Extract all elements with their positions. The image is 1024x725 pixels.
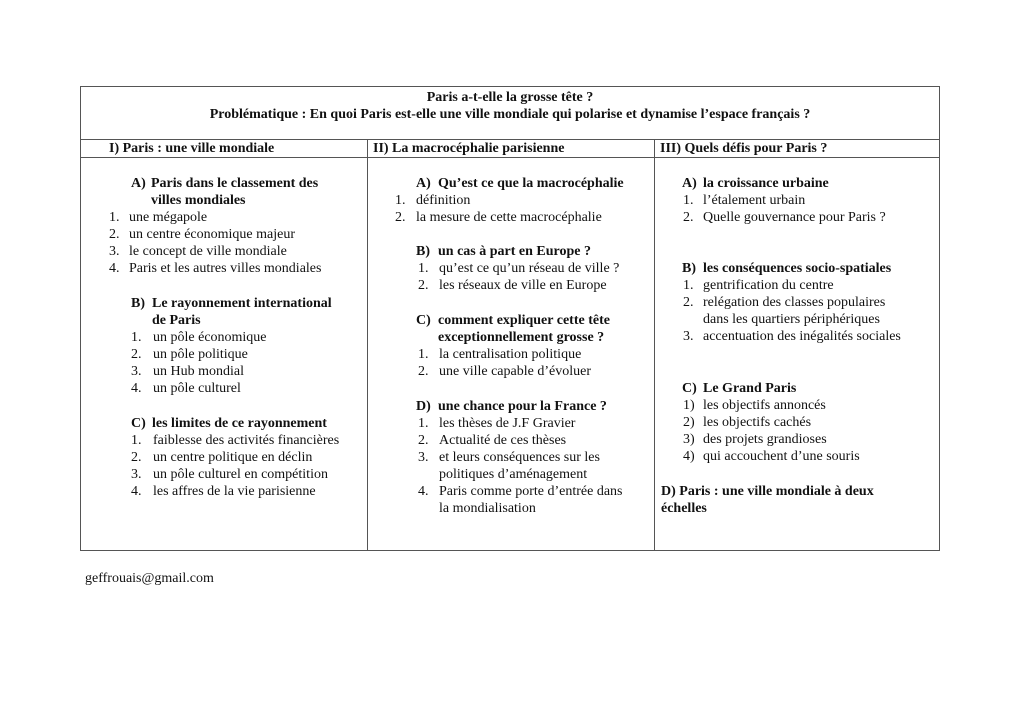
list-item: Actualité de ces thèses [439, 433, 567, 448]
section-heading: B) [682, 261, 696, 276]
section-title: villes mondiales [151, 193, 246, 208]
list-item: Quelle gouvernance pour Paris ? [703, 210, 886, 225]
section-heading: D) [416, 399, 431, 414]
list-item: un pôle économique [153, 330, 267, 345]
list-number: 3) [683, 432, 695, 447]
section-heading: B) [131, 296, 145, 311]
list-item: qui accouchent d’une souris [703, 449, 860, 464]
list-item: et leurs conséquences sur les [439, 450, 600, 465]
outline-table [80, 86, 940, 551]
list-item: les affres de la vie parisienne [153, 484, 316, 499]
list-item: un Hub mondial [153, 364, 244, 379]
list-item: un centre politique en déclin [153, 450, 313, 465]
list-number: 1. [683, 193, 694, 208]
page-title: Paris a-t-elle la grosse tête ? [426, 90, 594, 105]
list-number: 4. [109, 261, 120, 276]
section-title: Le rayonnement international [152, 296, 332, 311]
header-row [81, 139, 939, 158]
list-item: Paris comme porte d’entrée dans [439, 484, 623, 499]
list-number: 1. [109, 210, 120, 225]
list-number: 2. [131, 347, 142, 362]
title-row [81, 87, 939, 140]
section-title: comment expliquer cette tête [438, 313, 610, 328]
list-item: faiblesse des activités financières [153, 433, 340, 448]
list-item-continued: la mondialisation [439, 501, 536, 516]
list-number: 1. [418, 261, 429, 276]
column-3 [655, 158, 939, 550]
section-heading: D) Paris : une ville mondiale à deux [661, 484, 874, 499]
column-header-2: II) La macrocéphalie parisienne [373, 141, 565, 156]
section-title: exceptionnellement grosse ? [438, 330, 605, 345]
list-item: la centralisation politique [439, 347, 582, 362]
column-1 [81, 158, 367, 550]
list-number: 3. [683, 329, 694, 344]
list-number: 1. [683, 278, 694, 293]
list-item: Paris et les autres villes mondiales [129, 261, 322, 276]
list-item: un pôle politique [153, 347, 248, 362]
column-header-3: III) Quels défis pour Paris ? [660, 141, 828, 156]
list-item: le concept de ville mondiale [129, 244, 287, 259]
list-number: 1. [418, 416, 429, 431]
section-heading: C) [416, 313, 431, 328]
section-title: les conséquences socio-spatiales [703, 261, 892, 276]
list-number: 1) [683, 398, 695, 413]
section-heading: A) [682, 176, 697, 191]
list-item: gentrification du centre [703, 278, 834, 293]
section-heading: A) [131, 176, 146, 191]
list-number: 2) [683, 415, 695, 430]
section-title: de Paris [152, 313, 201, 328]
section-heading: C) [682, 381, 697, 396]
section-heading: A) [416, 176, 431, 191]
list-item: définition [416, 193, 471, 208]
list-item: la mesure de cette macrocéphalie [416, 210, 602, 225]
column-header-1: I) Paris : une ville mondiale [109, 141, 275, 156]
list-number: 2. [109, 227, 120, 242]
section-title: Qu’est ce que la macrocéphalie [438, 176, 624, 191]
list-item: les réseaux de ville en Europe [439, 278, 607, 293]
list-item: un centre économique majeur [129, 227, 295, 242]
section-heading: C) [131, 416, 146, 431]
list-number: 2. [395, 210, 406, 225]
list-number: 2. [418, 433, 429, 448]
list-item: les objectifs cachés [703, 415, 812, 430]
list-item: un pôle culturel en compétition [153, 467, 328, 482]
section-heading-continued: échelles [661, 501, 707, 516]
section-title: Le Grand Paris [703, 381, 797, 396]
list-number: 3. [418, 450, 429, 465]
list-item: les objectifs annoncés [703, 398, 826, 413]
list-number: 2. [418, 364, 429, 379]
column-2 [368, 158, 654, 550]
list-number: 1. [131, 330, 142, 345]
list-number: 3. [109, 244, 120, 259]
author-email: geffrouais@gmail.com [85, 571, 214, 586]
list-item-continued: dans les quartiers périphériques [703, 312, 880, 327]
list-number: 2. [131, 450, 142, 465]
list-number: 1. [131, 433, 142, 448]
list-number: 1. [418, 347, 429, 362]
list-item: l’étalement urbain [703, 193, 806, 208]
list-number: 3. [131, 467, 142, 482]
list-item: qu’est ce qu’un réseau de ville ? [439, 261, 620, 276]
list-item: les thèses de J.F Gravier [439, 416, 576, 431]
list-number: 4. [131, 381, 142, 396]
list-number: 3. [131, 364, 142, 379]
section-title: les limites de ce rayonnement [152, 416, 327, 431]
problematique: Problématique : En quoi Paris est-elle une ville mondiale qui polarise et dynamise l’espace français ? [209, 107, 811, 122]
list-number: 2. [683, 295, 694, 310]
list-item-continued: politiques d’aménagement [439, 467, 588, 482]
list-number: 1. [395, 193, 406, 208]
list-item: une ville capable d’évoluer [439, 364, 591, 379]
list-item: une mégapole [129, 210, 208, 225]
list-number: 2. [683, 210, 694, 225]
list-number: 4. [418, 484, 429, 499]
list-item: relégation des classes populaires [703, 295, 886, 310]
section-heading: B) [416, 244, 430, 259]
list-number: 2. [418, 278, 429, 293]
list-item: un pôle culturel [153, 381, 241, 396]
section-title: Paris dans le classement des [151, 176, 319, 191]
list-number: 4) [683, 449, 695, 464]
list-item: des projets grandioses [703, 432, 827, 447]
list-number: 4. [131, 484, 142, 499]
section-title: la croissance urbaine [703, 176, 829, 191]
list-item: accentuation des inégalités sociales [703, 329, 901, 344]
section-title: une chance pour la France ? [438, 399, 607, 414]
section-title: un cas à part en Europe ? [438, 244, 591, 259]
